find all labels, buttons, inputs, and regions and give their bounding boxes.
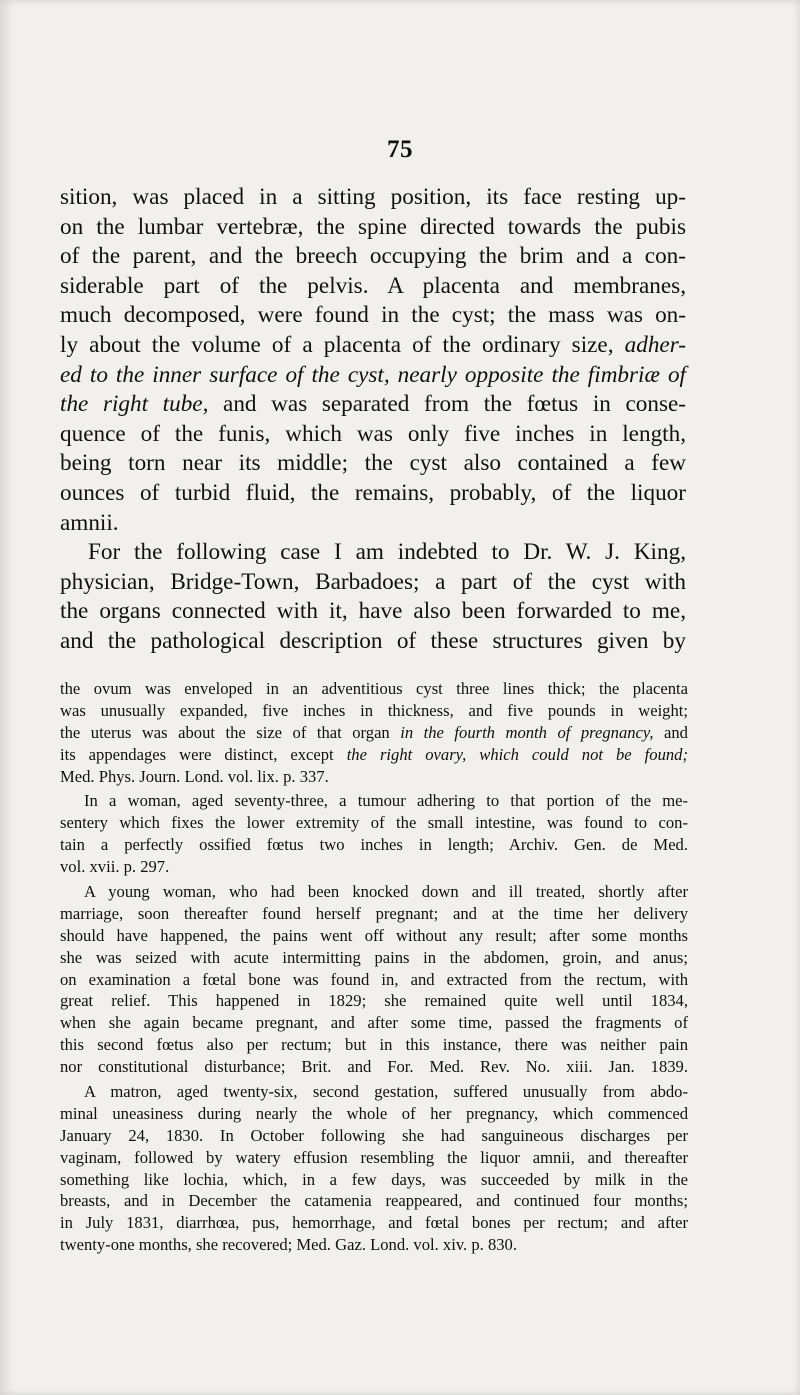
note-line: was unusually expanded, five inches in thickness, and five pounds in weight;: [60, 700, 688, 720]
note-line: its appendages were distinct, except the right ovary, which could not be found;: [60, 744, 688, 764]
note-line: this second fœtus also per rectum; but in this instance, there was neither pain: [60, 1035, 688, 1055]
footnotes: [60, 678, 688, 1256]
note-line: A matron, aged twenty-six, second gestation, suffered unusually from abdo-: [84, 1082, 688, 1102]
main-line: of the parent, and the breech occupying the brim and a con-: [60, 243, 686, 270]
note-line: vaginam, followed by watery effusion resembling the liquor amnii, and thereafter: [60, 1147, 688, 1167]
note-line: twenty-one months, she recovered; Med. Gaz. Lond. vol. xiv. p. 830.: [60, 1235, 517, 1255]
note-line: should have happened, the pains went off without any result; after some months: [60, 925, 688, 945]
note-line: on examination a fœtal bone was found in, and extracted from the rectum, with: [60, 969, 688, 989]
page-number: 75: [387, 136, 413, 163]
note-line: the uterus was about the size of that organ in the fourth month of pregnancy, and: [60, 722, 688, 742]
footnote-paragraph: [60, 678, 688, 787]
note-line: nor constitutional disturbance; Brit. and For. Med. Rev. No. xiii. Jan. 1839.: [60, 1057, 688, 1077]
note-line: something like lochia, which, in a few days, was succeeded by milk in the: [60, 1169, 688, 1189]
main-line: physician, Bridge-Town, Barbadoes; a part of the cyst with: [60, 568, 686, 595]
footnote-paragraph: [60, 790, 688, 878]
italic-phrase: ed to the inner surface of the cyst, nearly opposite the fimbriæ of: [60, 361, 686, 388]
note-line: when she again became pregnant, and after some time, passed the fragments of: [60, 1013, 688, 1033]
note-line: the ovum was enveloped in an adventitious cyst three lines thick; the placenta: [60, 679, 688, 698]
italic-phrase: the right tube,: [60, 391, 209, 418]
note-line: minal uneasiness during nearly the whole of her pregnancy, which commenced: [60, 1103, 688, 1123]
footnote-paragraph: [60, 881, 688, 1078]
main-line: and the pathological description of these structures given by: [60, 627, 686, 654]
note-line: In a woman, aged seventy-three, a tumour adhering to that portion of the me-: [84, 791, 688, 811]
note-line: sentery which fixes the lower extremity of the small intestine, was found to con-: [60, 813, 688, 833]
note-line: vol. xvii. p. 297.: [60, 857, 170, 877]
footnote-paragraph: [60, 1081, 688, 1256]
main-line: For the following case I am indebted to Dr. W. J. King,: [88, 539, 686, 566]
main-line: ounces of turbid fluid, the remains, probably, of the liquor: [60, 479, 686, 506]
main-text: [60, 183, 686, 657]
main-line: on the lumbar vertebræ, the spine directed towards the pubis: [60, 213, 686, 240]
note-line: breasts, and in December the catamenia reappeared, and continued four months;: [60, 1191, 688, 1211]
note-line: January 24, 1830. In October following she had sanguineous discharges per: [60, 1125, 688, 1145]
main-line: quence of the funis, which was only five inches in length,: [60, 420, 686, 447]
main-line: being torn near its middle; the cyst also contained a few: [60, 450, 686, 477]
main-line: ly about the volume of a placenta of the ordinary size, adher-: [60, 331, 686, 358]
main-line: the organs connected with it, have also been forwarded to me,: [60, 598, 686, 625]
note-line: Med. Phys. Journ. Lond. vol. lix. p. 337.: [60, 766, 329, 786]
italic-phrase: adher-: [624, 331, 686, 358]
note-line: A young woman, who had been knocked down and ill treated, shortly after: [84, 882, 688, 902]
note-line: marriage, soon thereafter found herself pregnant; and at the time her delivery: [60, 903, 688, 923]
main-line: [60, 361, 686, 391]
main-line: amnii.: [60, 509, 119, 536]
main-line: sition, was placed in a sitting position, its face resting up-: [60, 184, 686, 210]
italic-phrase: the right ovary, which could not be found;: [346, 744, 688, 764]
note-line: tain a perfectly ossified fœtus two inches in length; Archiv. Gen. de Med.: [60, 835, 688, 855]
main-line: much decomposed, were found in the cyst; the mass was on-: [60, 302, 686, 329]
note-line: in July 1831, diarrhœa, pus, hemorrhage, and fœtal bones per rectum; and after: [60, 1213, 688, 1233]
main-line: siderable part of the pelvis. A placenta and membranes,: [60, 272, 686, 299]
note-line: she was seized with acute intermitting pains in the abdomen, groin, and anus;: [60, 947, 688, 967]
note-line: great relief. This happened in 1829; she remained quite well until 1834,: [60, 991, 688, 1011]
italic-phrase: in the fourth month of pregnancy,: [400, 722, 654, 742]
main-line: the right tube, and was separated from the fœtus in conse-: [60, 391, 687, 418]
